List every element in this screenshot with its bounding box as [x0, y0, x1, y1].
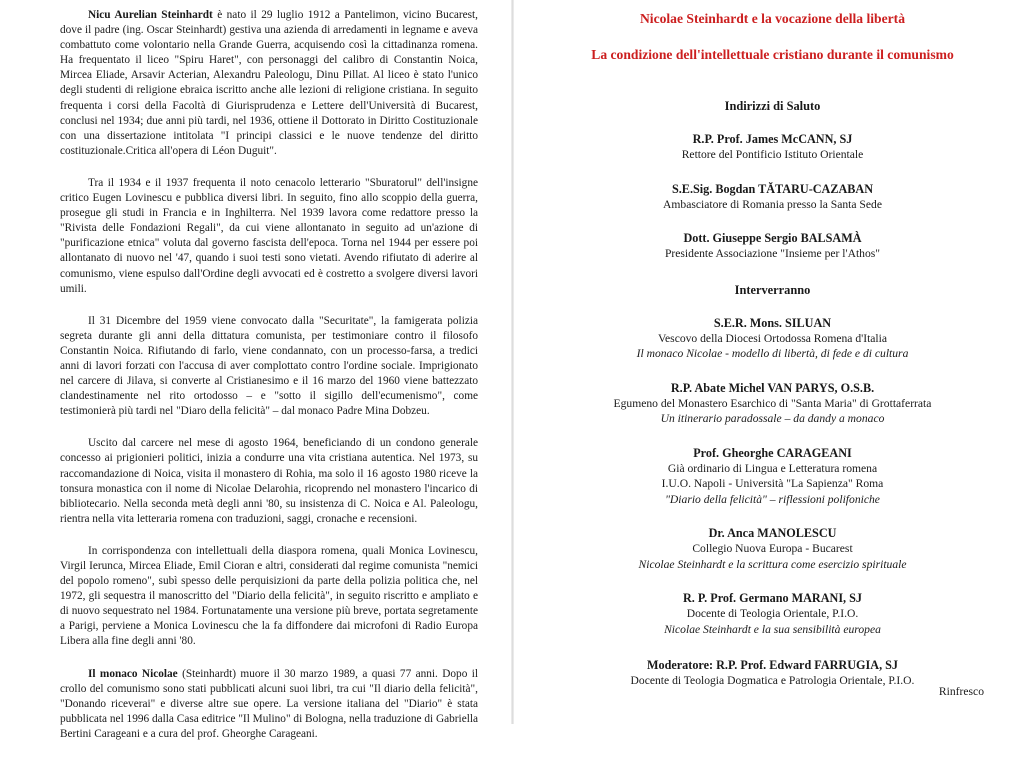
event-subtitle: La condizione dell'intellettuale cristiano durante il comunismo [591, 47, 954, 62]
speaker-role: Docente di Teologia Orientale, P.I.O. [686, 607, 859, 620]
refreshment-note: Rinfresco [938, 685, 984, 698]
bio-paragraph-2 [60, 176, 478, 297]
talk-title: Il monaco Nicolae - modello di libertà, di fede e di cultura [636, 347, 909, 360]
speaker-name: Dr. Anca MANOLESCU [708, 526, 837, 540]
program-column [545, 8, 1000, 689]
speaker-role: Vescovo della Diocesi Ortodossa Romena d'Italia [657, 331, 888, 345]
speakers-heading: Interverranno [734, 282, 811, 297]
speaker-role: I.U.O. Napoli - Università "La Sapienza" Roma [661, 477, 884, 490]
speaker-name: Prof. Gheorghe CARAGEANI [693, 445, 852, 460]
bio-paragraph-5 [60, 544, 478, 650]
bio-text: è nato il 29 luglio 1912 a Pantelimon, vicino Bucarest, dove il padre (ing. Oscar Steinhardt) gestiva una azienda di arredamenti in legname e aveva combattuto come volontario nella Grande Guerra, acquisendo così la cittadinanza romena. Ha frequentato il liceo "Spiru Haret", con personaggi del calibro di Constantin Noica, Mircea Eliade, Arsavir Acterian, Alexandru Paleologu, Dinu Pillat. Al liceo è stato l'unico degli studenti di religione ebraica iscritto anche alle lezioni di religione cristiana. In seguito frequenta i corsi della Facoltà di Giurisprudenza e Lettere dell'Università di Bucarest, conclusi nel 1934; due anni più tardi, nel 1936, ottiene il Dottorato in Diritto Costituzionale con una dissertazione intitolata "I principi classici e le nuove tendenze del diritto costituzionale.Critica all'opera di Léon Duguit". [60, 9, 478, 157]
event-title: Nicolae Steinhardt e la vocazione della libertà [639, 11, 906, 26]
speaker-role: Egumeno del Monastero Esarchico di "Santa Maria" di Grottaferrata [613, 396, 932, 410]
greeting-entry [545, 131, 1000, 163]
page-fold [511, 0, 514, 724]
moderator-name: Moderatore: R.P. Prof. Edward FARRUGIA, SJ [646, 658, 899, 672]
speaker-entry [545, 525, 1000, 572]
speaker-role: Collegio Nuova Europa - Bucarest [692, 542, 853, 555]
bio-paragraph-4 [60, 436, 478, 527]
bio-paragraph-6 [60, 667, 478, 742]
speaker-entry [545, 590, 1000, 637]
speaker-role: Rettore del Pontificio Istituto Orientale [681, 148, 864, 161]
speaker-name: R.P. Abate Michel VAN PARYS, O.S.B. [670, 380, 875, 395]
speaker-name: S.E.Sig. Bogdan TĂTARU-CAZABAN [671, 181, 874, 196]
speaker-entry [545, 380, 1000, 427]
speaker-name: R. P. Prof. Germano MARANI, SJ [682, 591, 863, 605]
greeting-entry [545, 181, 1000, 213]
moderator-entry [545, 657, 1000, 689]
bio-paragraph-3 [60, 314, 478, 420]
speaker-entry [545, 445, 1000, 508]
greeting-entry [545, 230, 1000, 262]
talk-title: Nicolae Steinhardt e la sua sensibilità europea [664, 622, 881, 636]
talk-title: Nicolae Steinhardt e la scrittura come esercizio spirituale [638, 557, 907, 571]
greetings-heading: Indirizzi di Saluto [724, 99, 821, 113]
talk-title: "Diario della felicità" – riflessioni polifoniche [665, 492, 880, 506]
speaker-role: Ambasciatore di Romania presso la Santa Sede [663, 197, 882, 211]
bio-lead-name: Il monaco Nicolae [88, 667, 178, 680]
speaker-entry [545, 315, 1000, 362]
speaker-name: S.E.R. Mons. SILUAN [713, 315, 832, 330]
moderator-role: Docente di Teologia Dogmatica e Patrologia Orientale, P.I.O. [630, 674, 915, 687]
talk-title: Un itinerario paradossale – da dandy a monaco [660, 412, 885, 425]
bio-text: Il 31 Dicembre del 1959 viene convocato dalla "Securitate", la famigerata polizia segreta durante gli anni della dittatura comunista, per testimoniare contro il filosofo Constantin Noica. Rifiutando di farlo, viene condannato, con un processo-farsa, a tredici anni di lavori forzati con l'accusa di aver complottato contro l'ordine sociale. Imprigionato nel carcere di Jilava, si converte al Cristianesimo e il 16 marzo del 1960 viene battezzato clandestinamente nel rito ortodosso – e "sotto il sigillo dell'ecumenismo", come testimonierà più tardi nel "Diaro della felicità" – dal monaco Padre Mina Dobzeu. [60, 314, 478, 418]
speaker-name: Dott. Giuseppe Sergio BALSAMÀ [683, 231, 862, 245]
bio-paragraph-1 [60, 8, 478, 159]
bio-text: (Steinhardt) muore il 30 marzo 1989, a quasi 77 anni. Dopo il crollo del comunismo sono stati pubblicati alcuni suoi libri, tra cui "Il diario della felicità", "Donando riceverai" e diverse altre sue opere. La versione italiana del "Diario" è stata pubblicata nel 1996 dalla Casa editrice "Il Mulino" di Bologna, nella traduzione di Gabriella Bertini Carageani e a cura del prof. Gheorghe Carageani. [60, 667, 478, 740]
speaker-role: Già ordinario di Lingua e Letteratura romena [667, 461, 878, 475]
bio-lead-name: Nicu Aurelian Steinhardt [88, 9, 213, 21]
speaker-role: Presidente Associazione "Insieme per l'Athos" [664, 247, 881, 260]
bio-text: In corrispondenza con intellettuali della diaspora romena, quali Monica Lovinescu, Virgil Ierunca, Mircea Eliade, Emil Cioran e altri, considerati dal regime comunista "nemici del popolo romeno", subì spesso delle perquisizioni da parte della polizia politica che, nel 1972, gli sequestra il manoscritto del "Diario della felicità", in seguito riscritto e ampliato e di nuovo sequestrato nel 1984. Fortunatamente una versione più breve, portata segretamente a Parigi, perviene a Monica Lovinescu che la fa diffondere dai microfoni di Radio Europa Libera alla fine degli anni '80. [60, 544, 478, 648]
biography-column [60, 8, 478, 759]
bio-text: Tra il 1934 e il 1937 frequenta il noto cenacolo letterario "Sburatorul" dell'insigne critico Eugen Lovinescu e pubblica diversi libri. In seguito, fino allo scoppio della guerra, prosegue gli studi in Francia e in Inghilterra. Nel 1939 lavora come redattore presso la "Rivista delle Fondazioni Regali", da cui viene allontanato in seguito ad un'azione di "purificazione etnica" voluta dal governo fascista dell'epoca. Torna nel 1944 per essere poi allontanato di nuovo nel '47, quando i suoi testi sono vietati. Avendo rifiutato di aderire al comunismo, viene espulso dall'Ordine degli avvocati ed è costretto a svolgere diversi lavori umili. [60, 176, 478, 295]
speaker-name: R.P. Prof. James McCANN, SJ [692, 132, 853, 146]
bio-text: Uscito dal carcere nel mese di agosto 1964, beneficiando di un condono generale concesso ai prigionieri politici, inizia a condurre una vita cristiana autentica. Nel 1973, su raccomandazione di Noica, visita il monastero di Rohia, ma solo il 16 agosto 1980 riceve la tonsura monastica con il nome di Nicolae Delarohia, ricoprendo nel monastero l'incarico di bibliotecario. Nella seconda metà degli anni '80, su insistenza di C. Noica e Al. Paleologu, rientra nella vita letteraria romena con traduzioni, saggi, cronache e recensioni. [60, 437, 478, 525]
